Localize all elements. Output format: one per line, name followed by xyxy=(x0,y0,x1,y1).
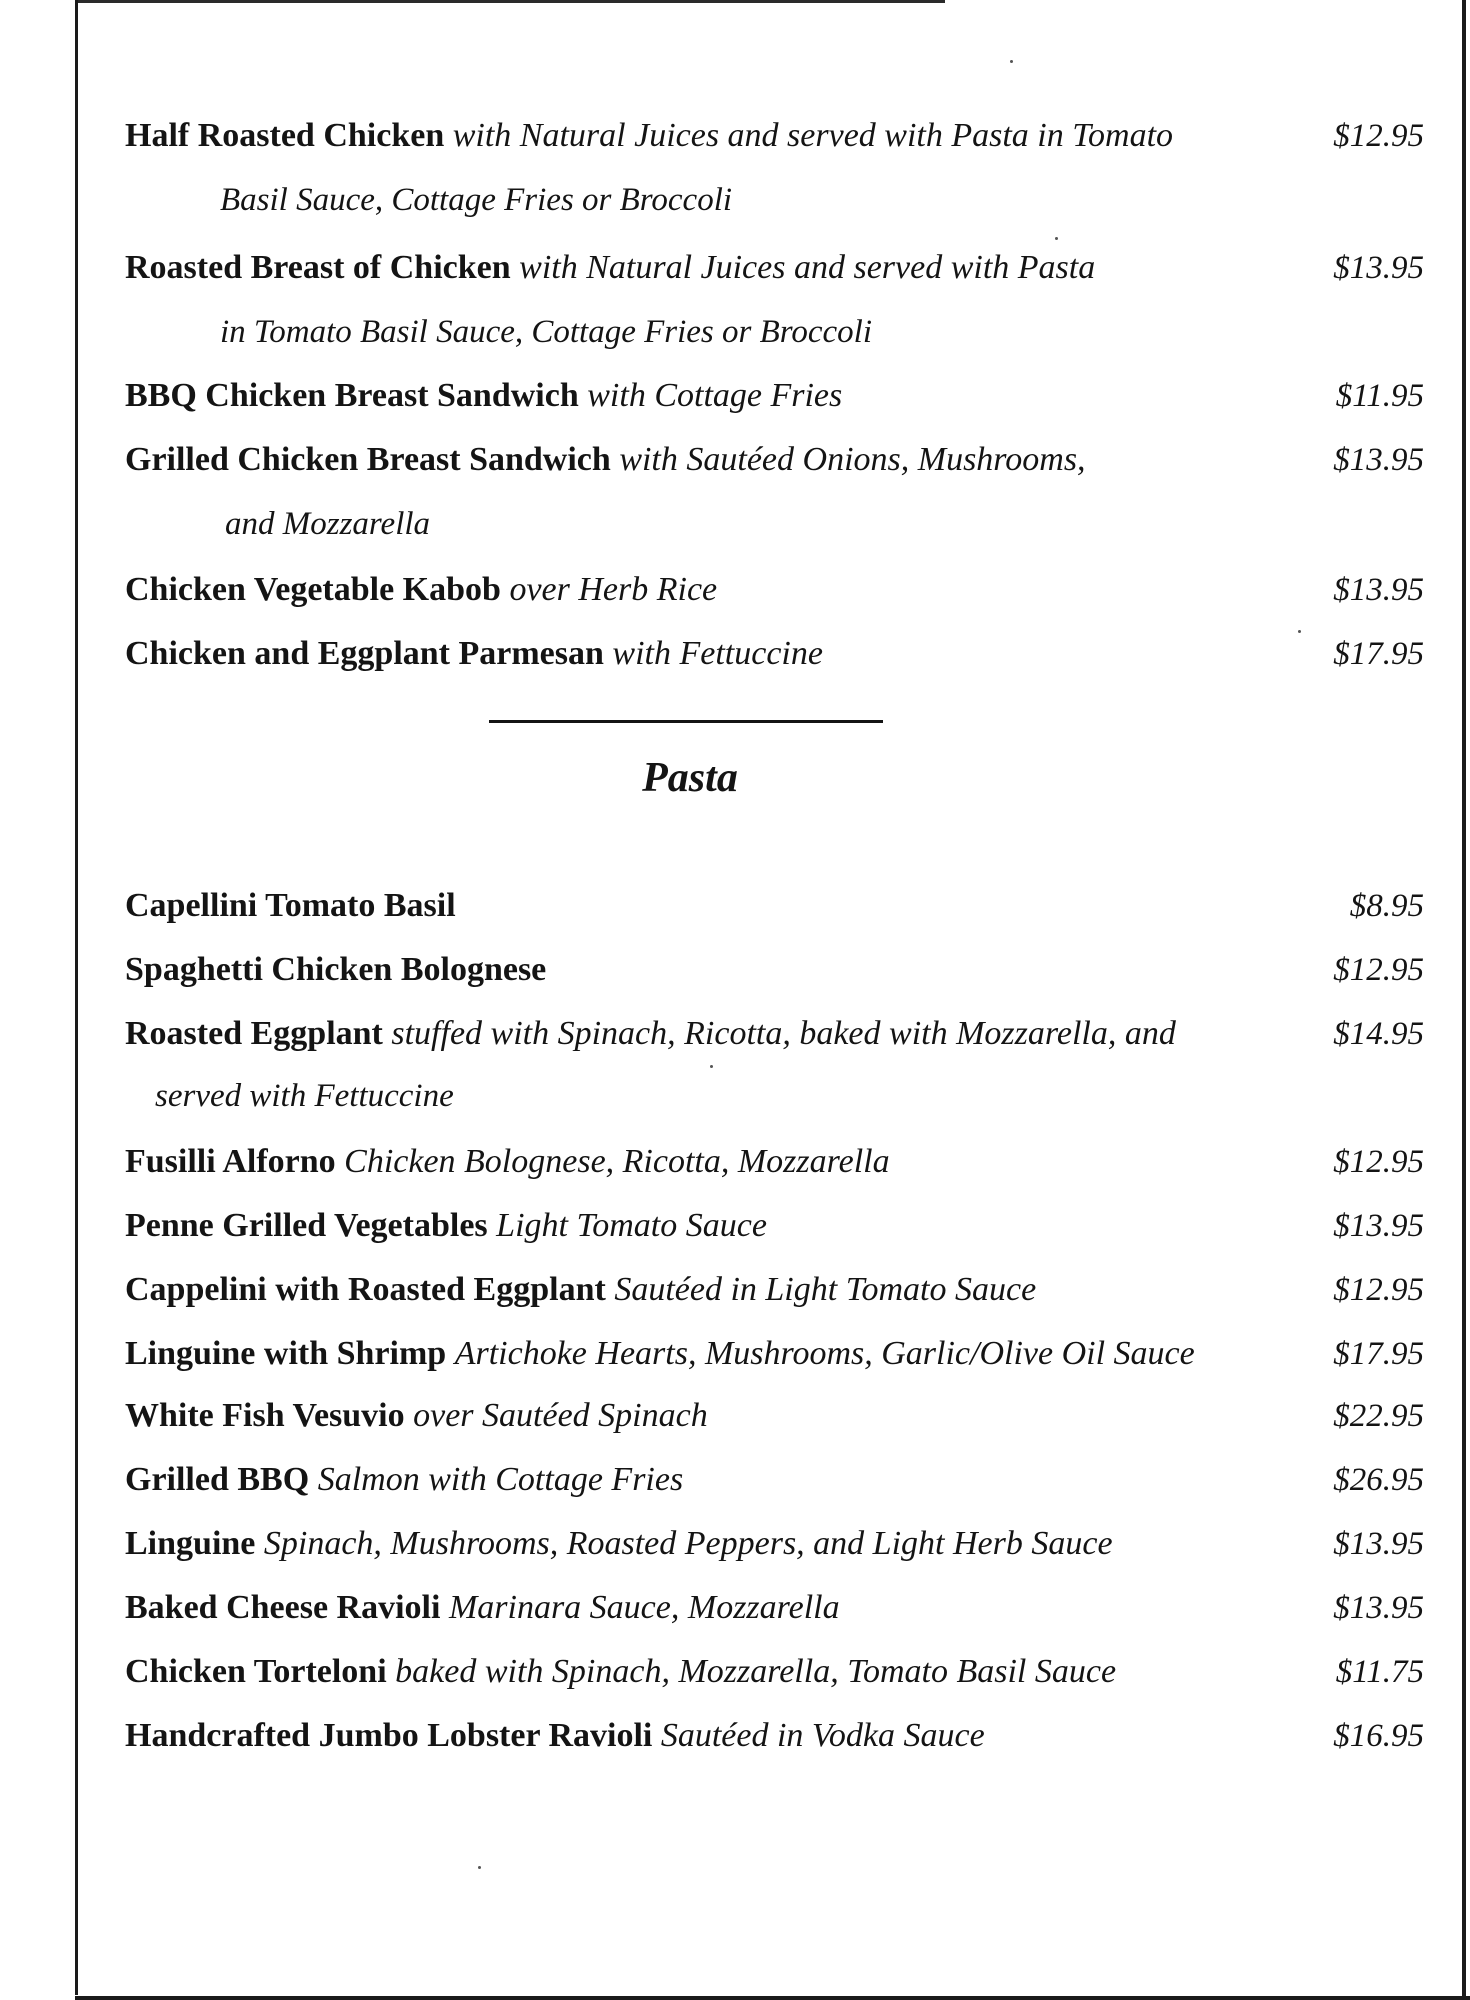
menu-item-price: $22.95 xyxy=(1333,1398,1424,1434)
page-edge-right xyxy=(1462,0,1466,2000)
menu-item-description: with Cottage Fries xyxy=(587,377,843,414)
menu-item-name: Capellini Tomato Basil xyxy=(125,887,456,924)
menu-item-text xyxy=(125,1580,1305,1636)
menu-item-text xyxy=(125,368,1305,424)
menu-item xyxy=(0,368,1470,424)
menu-item-text xyxy=(125,1006,1305,1062)
menu-item-name: Chicken Vegetable Kabob xyxy=(125,571,501,608)
menu-item xyxy=(0,1198,1470,1254)
menu-item xyxy=(0,1516,1470,1572)
menu-item-price: $13.95 xyxy=(1333,250,1424,286)
menu-item-price: $13.95 xyxy=(1333,1208,1424,1244)
menu-item-text xyxy=(125,942,1305,998)
menu-item-description-continued: in Tomato Basil Sauce, Cottage Fries or Broccoli xyxy=(220,314,873,350)
menu-item-price: $13.95 xyxy=(1333,442,1424,478)
menu-item-price: $17.95 xyxy=(1333,636,1424,672)
menu-item-text xyxy=(125,562,1305,618)
menu-item-price: $12.95 xyxy=(1333,118,1424,154)
menu-item-description: Salmon with Cottage Fries xyxy=(317,1461,684,1498)
menu-item-price: $26.95 xyxy=(1333,1462,1424,1498)
menu-item xyxy=(0,432,1470,488)
menu-item-price: $13.95 xyxy=(1333,1590,1424,1626)
menu-item xyxy=(0,1326,1470,1382)
page-edge-bottom xyxy=(75,1996,1470,2000)
section-divider xyxy=(489,720,883,723)
menu-item-price: $12.95 xyxy=(1333,1144,1424,1180)
menu-item-price: $16.95 xyxy=(1333,1718,1424,1754)
menu-item-text xyxy=(125,1644,1305,1700)
menu-item-price: $11.75 xyxy=(1335,1654,1424,1690)
menu-item xyxy=(0,1708,1470,1764)
section-title: Pasta xyxy=(642,755,738,801)
menu-item-price: $14.95 xyxy=(1333,1016,1424,1052)
menu-item-text xyxy=(125,1388,1305,1444)
menu-item-description: baked with Spinach, Mozzarella, Tomato Basil Sauce xyxy=(395,1653,1117,1690)
menu-item-name: Linguine xyxy=(125,1525,256,1562)
menu-item-description: stuffed with Spinach, Ricotta, baked with Mozzarella, and xyxy=(391,1015,1176,1052)
menu-item-text xyxy=(125,1708,1305,1764)
menu-item-name: White Fish Vesuvio xyxy=(125,1397,405,1434)
menu-item-description: Light Tomato Sauce xyxy=(496,1207,767,1244)
menu-item xyxy=(0,942,1470,998)
menu-item-text xyxy=(125,240,1305,296)
menu-item-price: $17.95 xyxy=(1333,1336,1424,1372)
menu-item-description: over Herb Rice xyxy=(509,571,718,608)
menu-item xyxy=(0,626,1470,682)
menu-item-price: $13.95 xyxy=(1333,572,1424,608)
scan-speck xyxy=(478,1866,481,1869)
menu-item xyxy=(0,878,1470,934)
menu-item xyxy=(0,240,1470,296)
menu-item-name: Linguine with Shrimp xyxy=(125,1335,447,1372)
menu-item xyxy=(0,1644,1470,1700)
menu-item-description-continued: Basil Sauce, Cottage Fries or Broccoli xyxy=(220,182,733,218)
menu-item-name: Roasted Breast of Chicken xyxy=(125,249,511,286)
menu-item-name: Half Roasted Chicken xyxy=(125,117,445,154)
menu-item xyxy=(0,1134,1470,1190)
menu-item-name: Baked Cheese Ravioli xyxy=(125,1589,441,1626)
menu-item-description-continued: and Mozzarella xyxy=(225,506,431,542)
scan-speck xyxy=(1010,60,1013,63)
menu-item-description: with Natural Juices and served with Pasta in Tomato xyxy=(452,117,1174,154)
page-edge-top xyxy=(75,0,945,3)
menu-item-description: Sautéed in Light Tomato Sauce xyxy=(614,1271,1037,1308)
menu-item-description: Marinara Sauce, Mozzarella xyxy=(448,1589,840,1626)
scan-speck xyxy=(1298,630,1301,633)
menu-item-description: Artichoke Hearts, Mushrooms, Garlic/Olive Oil Sauce xyxy=(454,1335,1195,1372)
menu-item-name: Roasted Eggplant xyxy=(125,1015,383,1052)
menu-item-price: $12.95 xyxy=(1333,1272,1424,1308)
scan-speck xyxy=(710,1065,713,1068)
menu-item xyxy=(0,108,1470,164)
menu-item-description: with Fettuccine xyxy=(612,635,823,672)
menu-item-text xyxy=(125,878,1305,934)
menu-item-text xyxy=(125,626,1305,682)
menu-item-name: Handcrafted Jumbo Lobster Ravioli xyxy=(125,1717,653,1754)
menu-item-text xyxy=(125,1452,1305,1508)
menu-item-name: Chicken Torteloni xyxy=(125,1653,387,1690)
scan-speck xyxy=(1055,237,1058,240)
menu-item-text xyxy=(125,1198,1305,1254)
menu-item-description: with Natural Juices and served with Pasta xyxy=(519,249,1096,286)
menu-item xyxy=(0,562,1470,618)
menu-item-price: $12.95 xyxy=(1333,952,1424,988)
menu-item-description: Sautéed in Vodka Sauce xyxy=(660,1717,985,1754)
menu-item-price: $11.95 xyxy=(1335,378,1424,414)
menu-item-text xyxy=(125,1326,1305,1382)
menu-item-price: $13.95 xyxy=(1333,1526,1424,1562)
menu-item-description: over Sautéed Spinach xyxy=(413,1397,708,1434)
menu-item-text xyxy=(125,432,1305,488)
menu-item-name: Cappelini with Roasted Eggplant xyxy=(125,1271,606,1308)
menu-item-name: Spaghetti Chicken Bolognese xyxy=(125,951,547,988)
menu-item-description-continued: served with Fettuccine xyxy=(155,1078,454,1114)
menu-item xyxy=(0,1262,1470,1318)
menu-item-name: Grilled BBQ xyxy=(125,1461,310,1498)
menu-item xyxy=(0,1580,1470,1636)
menu-item-text xyxy=(125,1134,1305,1190)
menu-item-text xyxy=(125,108,1305,164)
menu-item-description: with Sautéed Onions, Mushrooms, xyxy=(619,441,1086,478)
menu-item-name: Penne Grilled Vegetables xyxy=(125,1207,488,1244)
menu-item-description: Chicken Bolognese, Ricotta, Mozzarella xyxy=(344,1143,890,1180)
menu-item-name: Chicken and Eggplant Parmesan xyxy=(125,635,604,672)
menu-item xyxy=(0,1006,1470,1062)
menu-item-name: Grilled Chicken Breast Sandwich xyxy=(125,441,611,478)
menu-item-text xyxy=(125,1262,1305,1318)
menu-item-name: BBQ Chicken Breast Sandwich xyxy=(125,377,579,414)
menu-item-description: Spinach, Mushrooms, Roasted Peppers, and Light Herb Sauce xyxy=(263,1525,1113,1562)
menu-item-name: Fusilli Alforno xyxy=(125,1143,336,1180)
menu-item xyxy=(0,1452,1470,1508)
menu-item-text xyxy=(125,1516,1305,1572)
menu-item xyxy=(0,1388,1470,1444)
menu-item-price: $8.95 xyxy=(1349,888,1424,924)
